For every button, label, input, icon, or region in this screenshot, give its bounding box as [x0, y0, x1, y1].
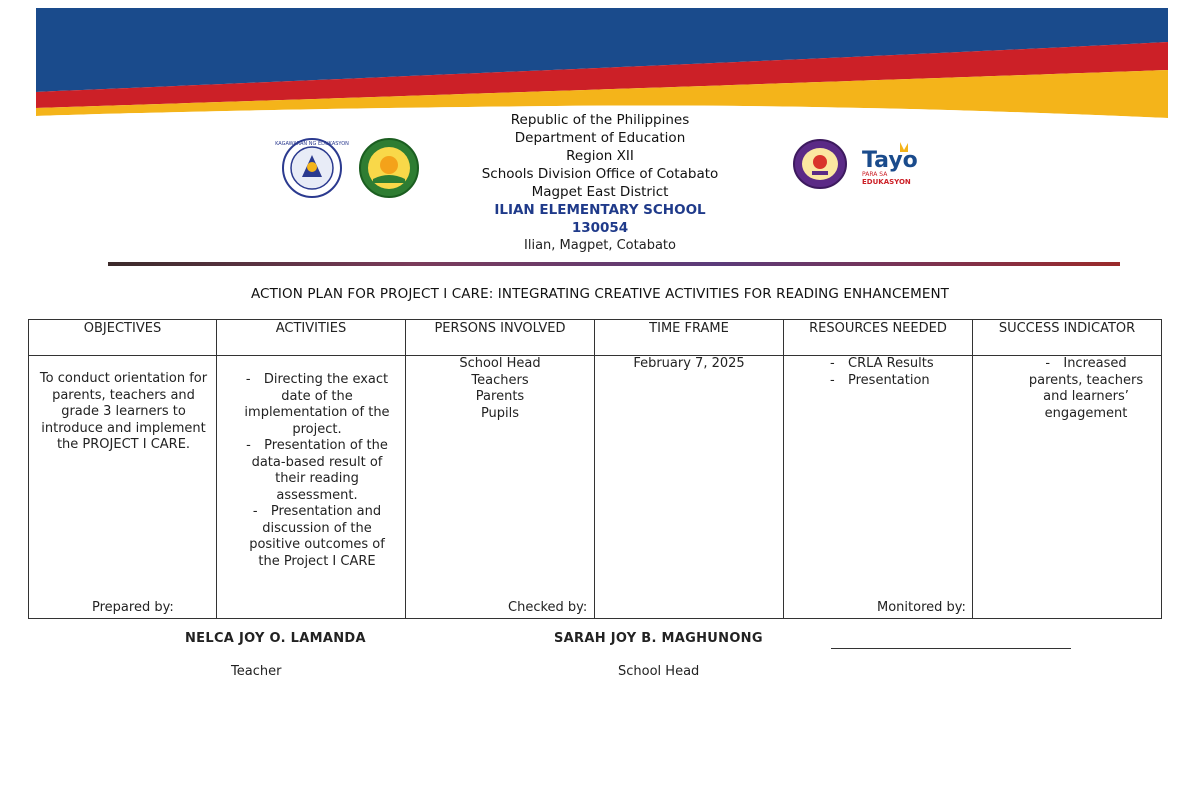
person-item: Teachers	[471, 372, 529, 388]
school-name: ILIAN ELEMENTARY SCHOOL	[494, 202, 706, 218]
person-item: Pupils	[480, 405, 520, 421]
school-address: Ilian, Magpet, Cotabato	[524, 238, 676, 253]
column-header-persons-involved: PERSONS INVOLVED	[406, 320, 595, 356]
svg-text:Tayo: Tayo	[862, 148, 918, 173]
objective-text: To conduct orientation for parents, teachers and grade 3 learners to introduce and implement the PROJECT I CARE.	[39, 371, 208, 452]
header-line-district: Magpet East District	[531, 184, 669, 200]
success-indicator-cell	[973, 356, 1162, 619]
tayo-para-sa-edukasyon-logo	[860, 140, 920, 186]
activity-item: - Presentation and discussion of the positive outcomes of the Project I CARE	[249, 504, 385, 569]
checked-by-role: School Head	[618, 664, 700, 679]
checked-by-label: Checked by:	[508, 600, 588, 615]
resources-cell	[784, 356, 973, 619]
header-banner	[36, 8, 1168, 120]
prepared-by-name: NELCA JOY O. LAMANDA	[185, 631, 366, 646]
header-line-republic: Republic of the Philippines	[510, 112, 690, 128]
resource-item: - Presentation	[830, 372, 930, 388]
column-header-objectives: OBJECTIVES	[29, 320, 217, 356]
column-header-success-indicator: SUCCESS INDICATOR	[973, 320, 1162, 356]
school-seal-logo	[792, 138, 848, 190]
person-item: Parents	[475, 389, 525, 404]
action-plan-table	[28, 319, 1162, 619]
person-item: School Head	[459, 356, 541, 371]
column-header-activities: ACTIVITIES	[217, 320, 406, 356]
activities-cell	[217, 356, 406, 619]
header-line-division: Schools Division Office of Cotabato	[481, 166, 719, 182]
svg-text:PARA SA: PARA SA	[862, 171, 888, 178]
prepared-by-label: Prepared by:	[92, 600, 174, 615]
prepared-by-role: Teacher	[231, 664, 282, 679]
header-divider	[108, 261, 1120, 267]
persons-involved-cell	[406, 356, 595, 619]
action-plan-title: ACTION PLAN FOR PROJECT I CARE: INTEGRATING CREATIVE ACTIVITIES FOR READING ENHANCEMENT	[250, 286, 950, 302]
time-frame-text: February 7, 2025	[633, 356, 745, 371]
time-frame-cell	[595, 356, 784, 619]
svg-text:KAGAWARAN NG EDUKASYON: KAGAWARAN NG EDUKASYON	[275, 141, 349, 147]
success-indicator-item: - Increased parents, teachers and learners’ engagement	[1028, 356, 1144, 421]
column-header-resources-needed: RESOURCES NEEDED	[784, 320, 973, 356]
column-header-time-frame: TIME FRAME	[595, 320, 784, 356]
monitored-by-label: Monitored by:	[877, 600, 966, 615]
letterhead	[400, 111, 800, 255]
monitored-by-signature-line	[831, 648, 1071, 649]
header-line-region: Region XII	[566, 148, 634, 164]
table-row	[29, 356, 1162, 619]
table-header-row	[29, 320, 1162, 356]
checked-by-name: SARAH JOY B. MAGHUNONG	[554, 631, 763, 646]
activity-item: - Presentation of the data-based result of their reading assessment.	[246, 438, 388, 503]
school-id: 130054	[571, 220, 629, 236]
objective-cell	[29, 356, 217, 619]
resource-item: - CRLA Results	[830, 356, 934, 371]
deped-seal-logo	[275, 137, 349, 199]
svg-text:EDUKASYON: EDUKASYON	[862, 178, 911, 186]
activity-item: - Directing the exact date of the implementation of the project.	[244, 372, 390, 437]
header-line-department: Department of Education	[514, 130, 686, 146]
